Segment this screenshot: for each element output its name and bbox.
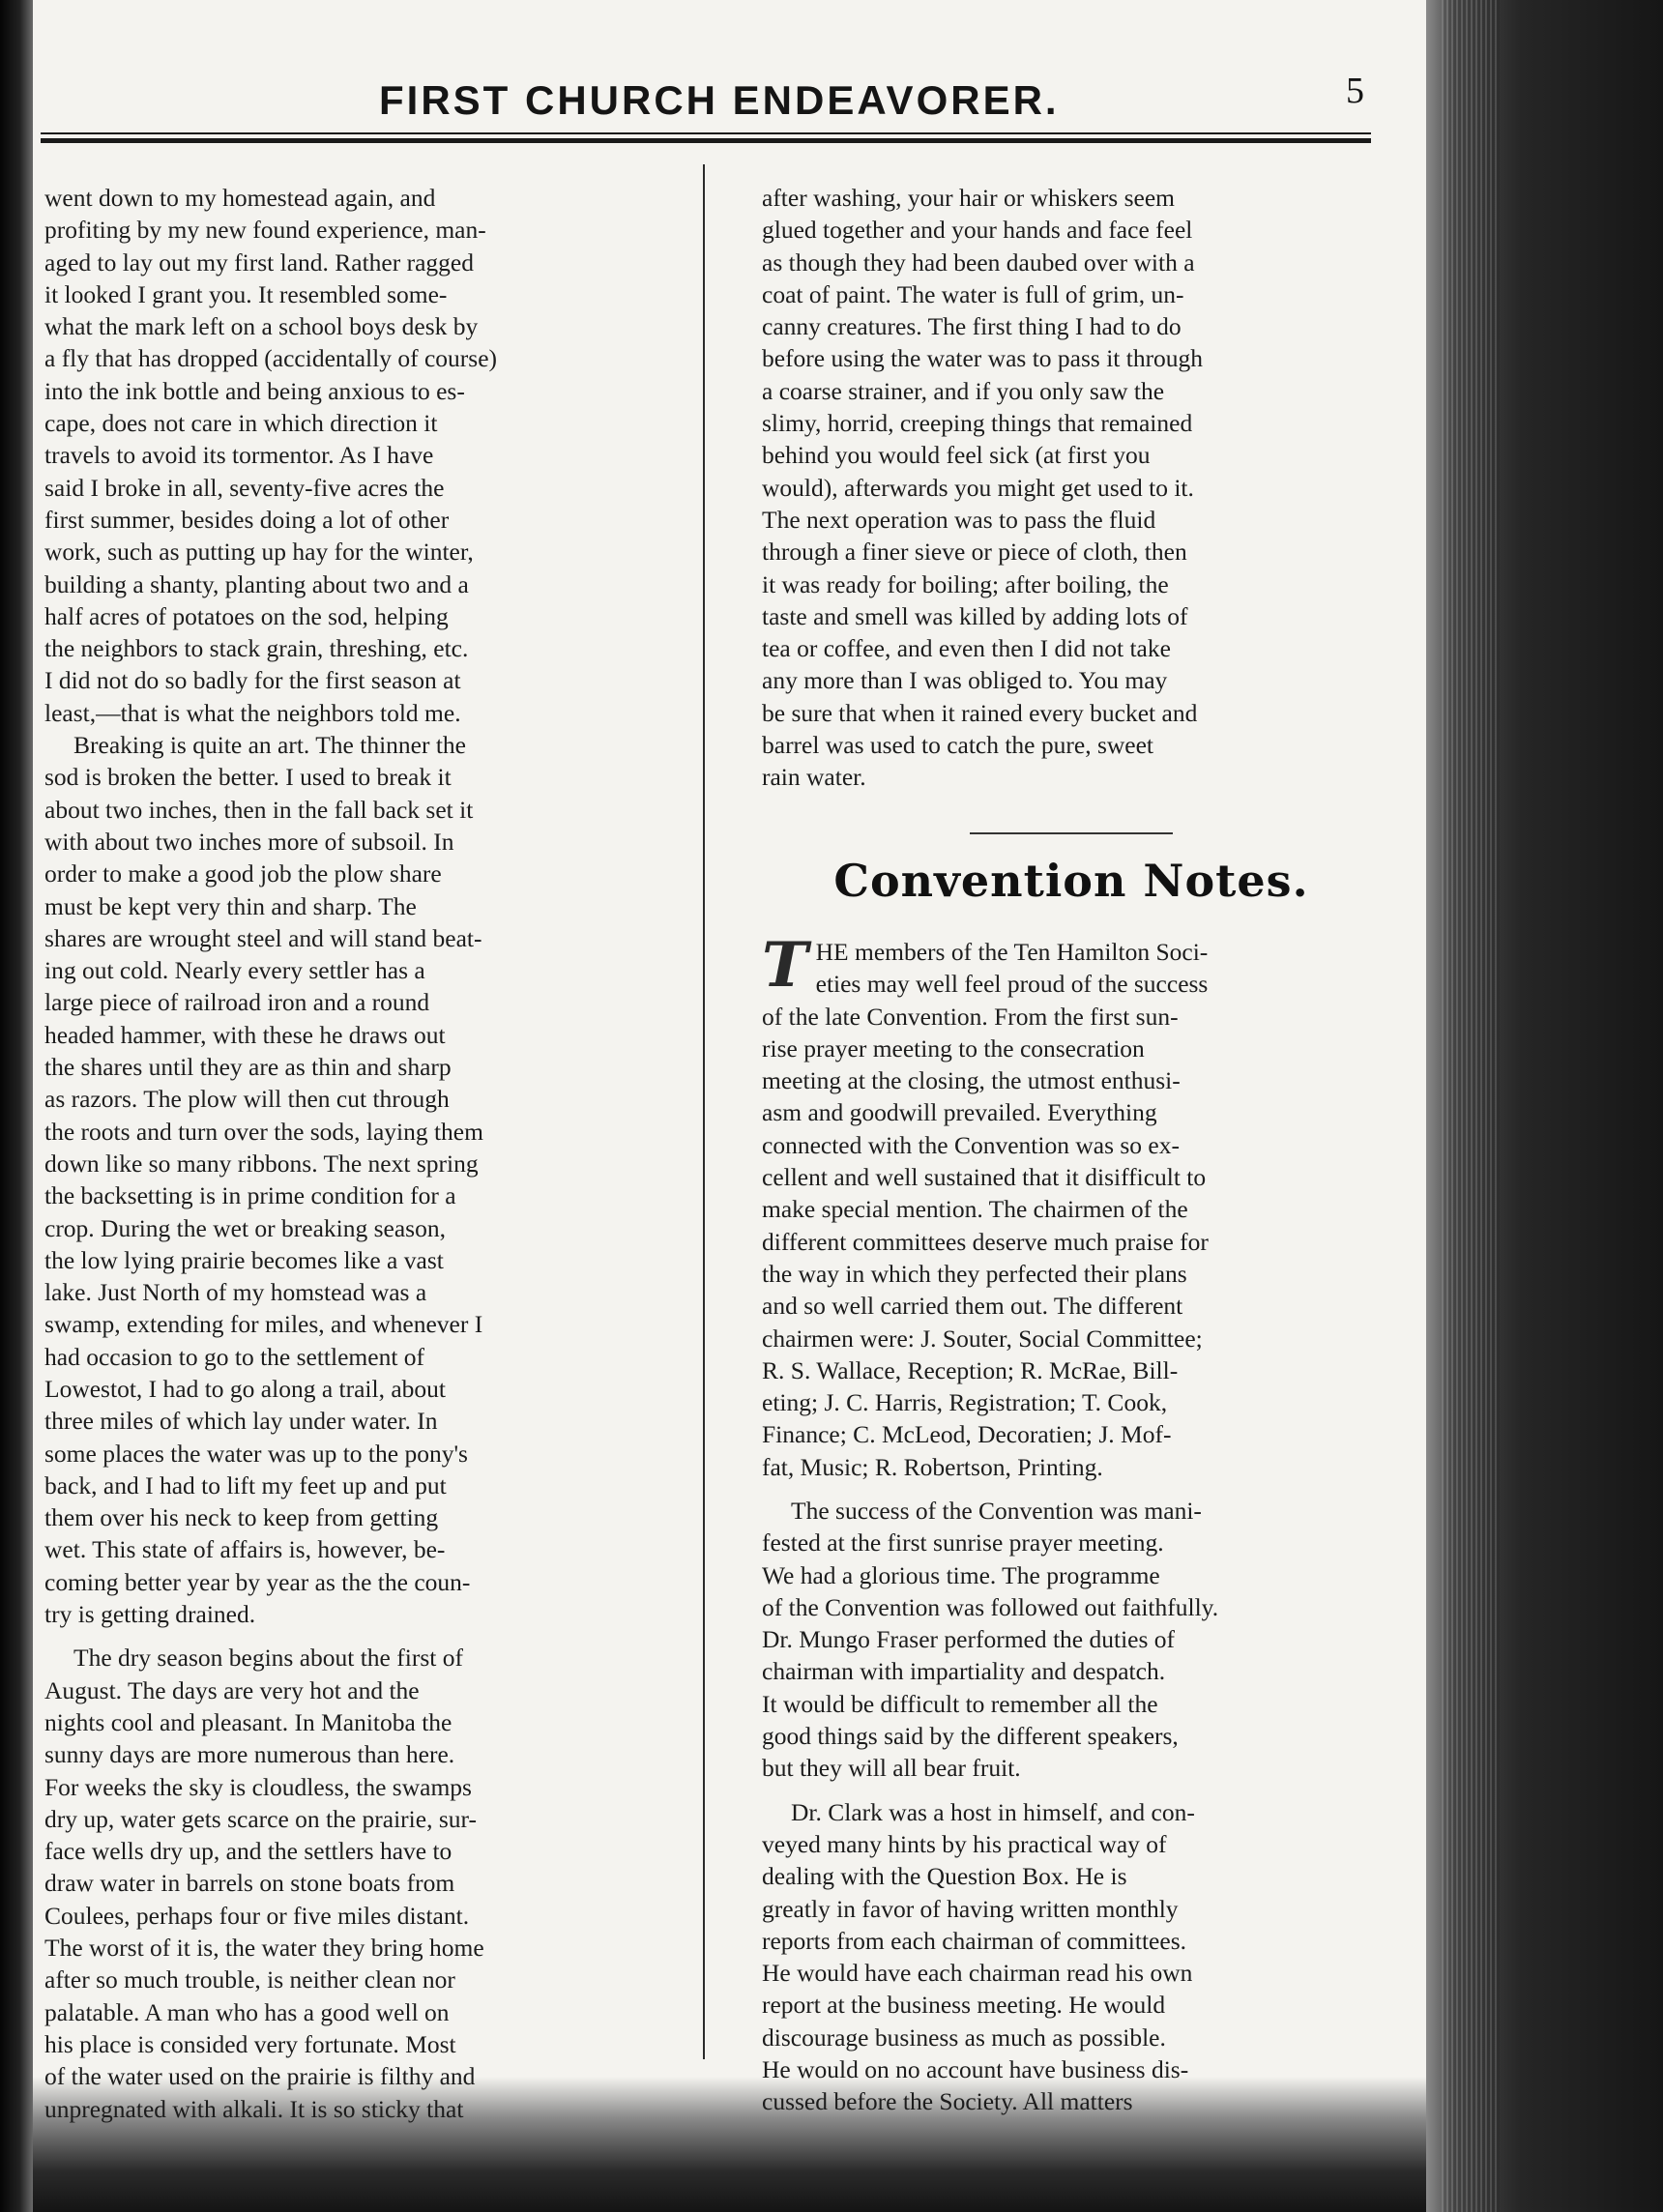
text-line: swamp, extending for miles, and whenever I [44, 1310, 483, 1339]
text-line: with about two inches more of subsoil. In [44, 827, 454, 856]
publication-title: FIRST CHURCH ENDEAVORER. [379, 77, 1060, 123]
text-line: Dr. Clark was a host in himself, and con- [791, 1797, 1195, 1826]
text-line: fested at the first sunrise prayer meeting. [762, 1528, 1164, 1557]
text-line: be sure that when it rained every bucket and [762, 698, 1198, 727]
text-line: eties may well feel proud of the success [815, 970, 1209, 999]
text-line: large piece of railroad iron and a round [44, 988, 430, 1017]
text-line: aged to lay out my first land. Rather ragged [44, 247, 474, 276]
text-line: coming better year by year as the the coun- [44, 1567, 471, 1596]
text-line: them over his neck to keep from getting [44, 1503, 439, 1532]
convention-paragraph [762, 1796, 1381, 2118]
text-line: rise prayer meeting to the consecration [762, 1033, 1145, 1062]
text-line: make special mention. The chairmen of the [762, 1195, 1188, 1224]
text-line: palatable. A man who has a good well on [44, 1997, 450, 2026]
text-line: his place is consided very fortunate. Most [44, 2029, 456, 2058]
text-line: Lowestot, I had to go along a trail, about [44, 1374, 446, 1403]
text-line: behind you would feel sick (at first you [762, 441, 1151, 470]
page-gutter-shadow [0, 0, 33, 2212]
text-line: R. S. Wallace, Reception; R. McRae, Bill- [762, 1355, 1179, 1384]
text-line: down like so many ribbons. The next spring [44, 1149, 479, 1178]
text-line: back, and I had to lift my feet up and put [44, 1470, 447, 1499]
text-line: eting; J. C. Harris, Registration; T. Cook, [762, 1388, 1168, 1417]
text-line: dealing with the Question Box. He is [762, 1862, 1127, 1891]
text-line: a fly that has dropped (accidentally of course) [44, 344, 498, 373]
text-line: sod is broken the better. I used to break it [44, 763, 452, 792]
text-line: the low lying prairie becomes like a vast [44, 1245, 444, 1274]
text-line: first summer, besides doing a lot of other [44, 505, 450, 534]
text-line: coat of paint. The water is full of grim, un- [762, 279, 1184, 308]
text-line: sunny days are more numerous than here. [44, 1740, 455, 1769]
text-line: The worst of it is, the water they bring home [44, 1934, 484, 1963]
text-line: ing out cold. Nearly every settler has a [44, 956, 425, 985]
text-line: The next operation was to pass the fluid [762, 505, 1156, 534]
text-line: August. The days are very hot and the [44, 1675, 420, 1704]
book-edge-shadow [1426, 0, 1663, 2212]
section-divider [970, 832, 1173, 834]
text-line: would), afterwards you might get used to it. [762, 473, 1194, 502]
text-line: different committees deserve much praise for [762, 1227, 1209, 1256]
text-line: try is getting drained. [44, 1600, 256, 1629]
text-line: veyed many hints by his practical way of [762, 1829, 1167, 1858]
text-line: building a shanty, planting about two and a [44, 569, 469, 598]
convention-notes-body [762, 928, 1381, 2118]
text-line: three miles of which lay under water. In [44, 1407, 438, 1436]
text-line: work, such as putting up hay for the winter, [44, 538, 474, 567]
text-line: it was ready for boiling; after boiling, the [762, 569, 1169, 598]
text-line: He would have each chairman read his own [762, 1959, 1193, 1988]
left-paragraph [44, 182, 663, 729]
text-line: meeting at the closing, the utmost enthusi- [762, 1066, 1181, 1095]
page-number: 5 [1346, 71, 1364, 111]
right-column [762, 182, 1381, 2118]
text-line: the backsetting is in prime condition for a [44, 1181, 456, 1210]
text-line: For weeks the sky is cloudless, the swamps [44, 1772, 472, 1801]
drop-cap: T [762, 928, 808, 1002]
text-line: shares are wrought steel and will stand beat- [44, 923, 482, 952]
text-line: The success of the Convention was mani- [791, 1496, 1202, 1525]
text-line: must be kept very thin and sharp. The [44, 891, 417, 920]
text-line: connected with the Convention was so ex- [762, 1130, 1180, 1159]
text-line: We had a glorious time. The programme [762, 1560, 1160, 1589]
text-line: lake. Just North of my homstead was a [44, 1278, 427, 1307]
text-line: greatly in favor of having written monthly [762, 1894, 1179, 1923]
text-line: as though they had been daubed over with a [762, 247, 1195, 276]
text-line: half acres of potatoes on the sod, helping [44, 601, 449, 630]
text-line: tea or coffee, and even then I did not take [762, 634, 1171, 663]
text-line: cape, does not care in which direction it [44, 409, 438, 438]
text-line: draw water in barrels on stone boats from [44, 1869, 455, 1898]
text-line: Dr. Mungo Fraser performed the duties of [762, 1625, 1176, 1654]
left-column [44, 182, 663, 2125]
text-line: through a finer sieve or piece of cloth, then [762, 538, 1187, 567]
text-line: what the mark left on a school boys desk by [44, 312, 479, 341]
text-line: before using the water was to pass it through [762, 344, 1204, 373]
text-line: reports from each chairman of committees. [762, 1926, 1186, 1955]
left-paragraph [44, 1642, 663, 2124]
convention-paragraph [762, 928, 1381, 1483]
text-line: HE members of the Ten Hamilton Soci- [815, 937, 1209, 966]
text-line: wet. This state of affairs is, however, be- [44, 1535, 446, 1564]
text-line: any more than I was obliged to. You may [762, 666, 1168, 695]
text-line: fat, Music; R. Robertson, Printing. [762, 1452, 1103, 1481]
text-line: as razors. The plow will then cut through [44, 1085, 450, 1114]
header-rule-thin [41, 132, 1371, 134]
text-line: the way in which they perfected their plans [762, 1259, 1187, 1288]
text-line: report at the business meeting. He would [762, 1991, 1166, 2020]
text-line: discourage business as much as possible. [762, 2023, 1166, 2052]
text-line: dry up, water gets scarce on the prairie, sur- [44, 1804, 477, 1833]
text-line: taste and smell was killed by adding lots of [762, 601, 1188, 630]
text-line: some places the water was up to the pony's [44, 1439, 468, 1468]
text-line: Finance; C. McLeod, Decoratien; J. Mof- [762, 1420, 1172, 1449]
text-line: chairmen were: J. Souter, Social Committee; [762, 1324, 1203, 1353]
text-line: it looked I grant you. It resembled some- [44, 279, 448, 308]
text-line: after so much trouble, is neither clean nor [44, 1965, 455, 1994]
text-line: into the ink bottle and being anxious to es- [44, 376, 465, 405]
text-line: cellent and well sustained that it disifficult to [762, 1163, 1207, 1192]
text-line: Breaking is quite an art. The thinner the [73, 731, 466, 760]
text-line: canny creatures. The first thing I had to do [762, 312, 1182, 341]
text-line: the neighbors to stack grain, threshing, etc. [44, 634, 469, 663]
text-line: and so well carried them out. The different [762, 1292, 1183, 1321]
text-line: chairman with impartiality and despatch. [762, 1657, 1166, 1686]
text-line: unpregnated with alkali. It is so sticky that [44, 2094, 464, 2123]
text-line: nights cool and pleasant. In Manitoba the [44, 1707, 452, 1736]
text-line: asm and goodwill prevailed. Everything [762, 1098, 1157, 1127]
text-line: I did not do so badly for the first season at [44, 666, 461, 695]
text-line: profiting by my new found experience, man- [44, 216, 486, 245]
text-line: headed hammer, with these he draws out [44, 1020, 446, 1049]
text-line: said I broke in all, seventy-five acres the [44, 473, 445, 502]
text-line: It would be difficult to remember all the [762, 1689, 1158, 1718]
text-line: but they will all bear fruit. [762, 1754, 1021, 1783]
text-line: crop. During the wet or breaking season, [44, 1213, 446, 1242]
text-line: rain water. [762, 763, 866, 792]
column-divider [703, 164, 705, 2059]
text-line: after washing, your hair or whiskers seem [762, 184, 1176, 212]
text-line: about two inches, then in the fall back set it [44, 795, 474, 824]
text-line: went down to my homestead again, and [44, 184, 436, 212]
text-line: face wells dry up, and the settlers have to [44, 1837, 452, 1866]
text-line: travels to avoid its tormentor. As I have [44, 441, 434, 470]
header-rule-thick [41, 138, 1371, 143]
text-line: Coulees, perhaps four or five miles distant. [44, 1901, 470, 1930]
page-leaves [1442, 0, 1500, 2212]
right-intro-paragraph [762, 182, 1381, 794]
text-line: barrel was used to catch the pure, sweet [762, 731, 1153, 760]
text-line: slimy, horrid, creeping things that remained [762, 409, 1193, 438]
text-line: good things said by the different speakers, [762, 1722, 1179, 1751]
text-line: the shares until they are as thin and sharp [44, 1053, 452, 1082]
convention-paragraph [762, 1495, 1381, 1785]
text-line: He would on no account have business dis- [762, 2055, 1189, 2084]
text-line: least,—that is what the neighbors told me. [44, 698, 461, 727]
text-line: of the water used on the prairie is filthy and [44, 2062, 476, 2091]
text-line: had occasion to go to the settlement of [44, 1342, 425, 1371]
left-paragraph [44, 729, 663, 1630]
text-line: the roots and turn over the sods, laying them [44, 1117, 483, 1146]
text-line: of the Convention was followed out faithfully. [762, 1592, 1219, 1621]
text-line: a coarse strainer, and if you only saw the [762, 376, 1165, 405]
text-line: glued together and your hands and face feel [762, 216, 1193, 245]
text-line: order to make a good job the plow share [44, 859, 442, 888]
section-heading: Convention Notes. [833, 854, 1309, 907]
text-line: of the late Convention. From the first sun- [762, 1002, 1179, 1031]
text-line: cussed before the Society. All matters [762, 2087, 1133, 2116]
text-line: The dry season begins about the first of [73, 1644, 463, 1673]
